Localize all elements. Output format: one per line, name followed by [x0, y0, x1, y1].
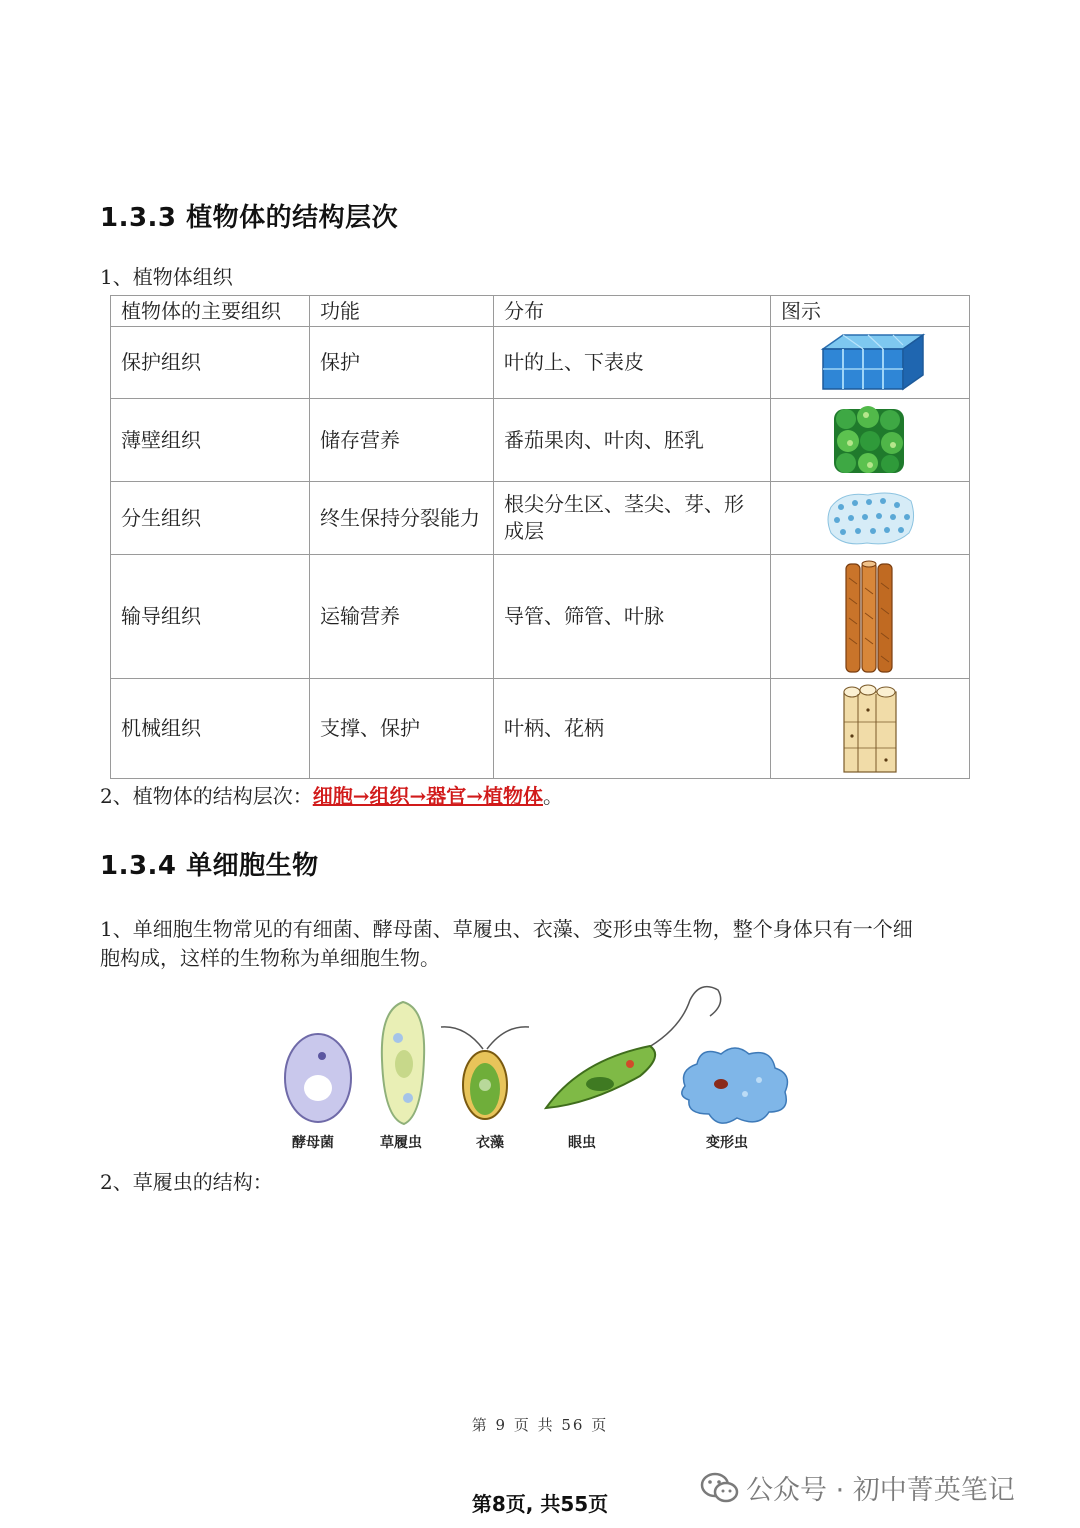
cell-function: 支撑、保护 [310, 679, 494, 779]
header-function: 功能 [310, 296, 494, 327]
paramecium-icon [374, 998, 432, 1128]
table-row [111, 482, 970, 555]
cell-distribution: 叶的上、下表皮 [494, 327, 771, 399]
chlamydomonas-icon [435, 1015, 535, 1125]
header-illustration: 图示 [771, 296, 970, 327]
table-row [111, 327, 970, 399]
header-tissue: 植物体的主要组织 [111, 296, 310, 327]
structure-levels-prefix: 2、植物体的结构层次： [100, 784, 313, 808]
wechat-icon [700, 1471, 740, 1505]
plant-tissue-table [110, 295, 970, 779]
unicellular-organisms-figure [270, 980, 810, 1155]
page-number: 第 9 页 共 56 页 [471, 1416, 609, 1434]
cell-tissue: 分生组织 [111, 482, 310, 555]
cell-distribution: 叶柄、花柄 [494, 679, 771, 779]
item-plant-tissue-label: 1、植物体组织 [100, 265, 233, 289]
cell-function: 运输营养 [310, 555, 494, 679]
section-heading-1-3-3: 1.3.3 植物体的结构层次 [100, 203, 399, 233]
cell-function: 储存营养 [310, 399, 494, 482]
cell-tissue: 输导组织 [111, 555, 310, 679]
amoeba-icon [675, 1040, 795, 1130]
label-paramecium: 草履虫 [380, 1135, 422, 1151]
cell-distribution: 导管、筛管、叶脉 [494, 555, 771, 679]
header-distribution: 分布 [494, 296, 771, 327]
table-header-row [111, 296, 970, 327]
watermark [700, 1468, 1015, 1507]
yeast-icon [282, 1030, 354, 1126]
item-paramecium-structure: 2、草履虫的结构： [100, 1170, 273, 1194]
label-amoeba: 变形虫 [706, 1135, 748, 1151]
conducting-tissue-icon [840, 558, 900, 676]
section-heading-1-3-4: 1.3.4 单细胞生物 [100, 851, 319, 881]
mechanical-tissue-icon [838, 682, 902, 776]
cell-function: 保护 [310, 327, 494, 399]
table-row [111, 555, 970, 679]
label-chlamydomonas: 衣藻 [476, 1135, 504, 1151]
cell-tissue: 机械组织 [111, 679, 310, 779]
page-total: 第8页, 共55页 [471, 1492, 609, 1516]
watermark-text: 公众号 · 初中菁英笔记 [746, 1475, 1015, 1506]
label-yeast: 酵母菌 [292, 1135, 334, 1151]
cell-function: 终生保持分裂能力 [310, 482, 494, 555]
parenchyma-tissue-icon [830, 403, 910, 477]
item-structure-levels [100, 782, 563, 811]
cell-distribution: 根尖分生区、茎尖、芽、形成层 [494, 482, 771, 555]
description-line-1: 1、单细胞生物常见的有细菌、酵母菌、草履虫、衣藻、变形虫等生物，整个身体只有一个细 [100, 917, 913, 941]
table-row [111, 399, 970, 482]
structure-levels-suffix: 。 [543, 784, 564, 808]
cell-distribution: 番茄果肉、叶肉、胚乳 [494, 399, 771, 482]
unicellular-description [100, 915, 1000, 973]
meristem-tissue-icon [823, 487, 918, 549]
description-line-2: 胞构成，这样的生物称为单细胞生物。 [100, 946, 440, 970]
cell-tissue: 保护组织 [111, 327, 310, 399]
protective-tissue-icon [813, 331, 928, 395]
label-euglena: 眼虫 [568, 1135, 596, 1151]
table-row [111, 679, 970, 779]
cell-tissue: 薄壁组织 [111, 399, 310, 482]
structure-levels-highlight: 细胞→组织→器官→植物体 [312, 784, 544, 808]
